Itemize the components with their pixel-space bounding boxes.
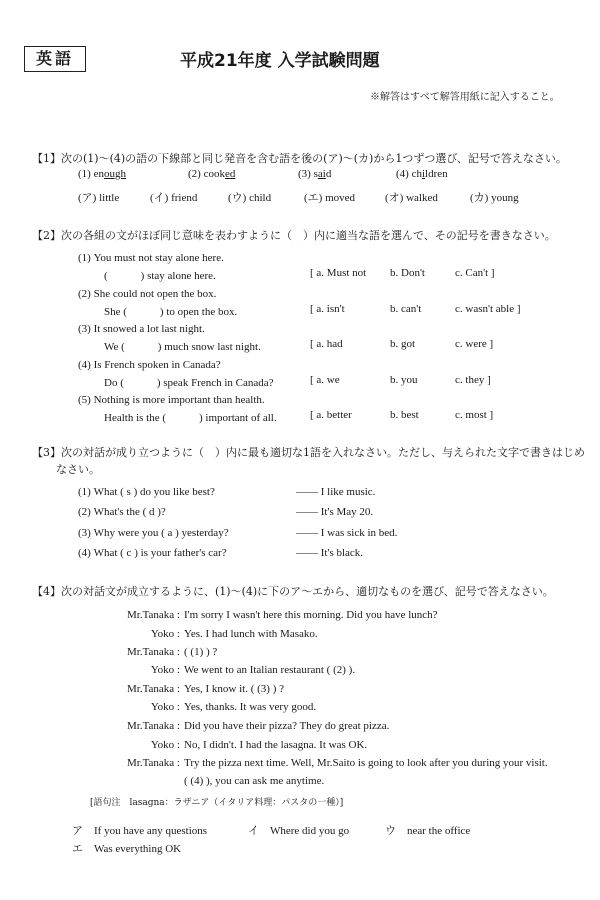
q2-item-3-choice-c: c. were ] bbox=[455, 338, 494, 350]
q2-item-4-choice-a: [ a. we bbox=[310, 374, 340, 386]
q4-line-1-text: I'm sorry I wasn't here this morning. Did you have lunch? bbox=[184, 609, 438, 621]
q3-item-3-answer: —— I was sick in bed. bbox=[296, 527, 398, 539]
page-title: 平成21年度 入学試験問題 bbox=[180, 51, 380, 71]
q2-item-2-blank-sentence: She ( ) to open the box. bbox=[104, 306, 238, 318]
q2-item-4-sentence: (4) Is French spoken in Canada? bbox=[78, 359, 221, 371]
q2-item-5-sentence: (5) Nothing is more important than health. bbox=[78, 394, 265, 406]
q4-choice-d: エ Was everything OK bbox=[72, 843, 182, 855]
q4-line-7-speaker: Mr.Tanaka : bbox=[127, 720, 180, 732]
q2-item-1-choice-a: [ a. Must not bbox=[310, 267, 367, 279]
q4-instruction: 【4】次の対話文が成立するように、(1)～(4)に下のア～エから、適切なものを選び、記号で答えなさい。 bbox=[32, 585, 554, 598]
q1-option-e: (オ) walked bbox=[385, 192, 438, 204]
q3-instruction: 【3】次の対話が成り立つように（ ）内に最も適切な1語を入れなさい。ただし、与えられた文字で書きはじめ bbox=[32, 446, 585, 459]
q2-item-3-blank-sentence: We ( ) much snow last night. bbox=[104, 341, 261, 353]
answer-note: ※解答はすべて解答用紙に記入すること。 bbox=[370, 92, 560, 103]
q3-item-2-answer: —— It's May 20. bbox=[296, 506, 374, 518]
q2-item-5-choice-a: [ a. better bbox=[310, 409, 352, 421]
q2-instruction: 【2】次の各組の文がほぼ同じ意味を表わすように（ ）内に適当な語を選んで、その記号を書きなさい。 bbox=[32, 229, 556, 242]
q1-word-1: (1) enough bbox=[78, 168, 126, 180]
q1-word-2: (2) cooked bbox=[188, 168, 236, 180]
q4-line-4-speaker: Yoko : bbox=[150, 664, 180, 676]
q2-item-5-choice-b: b. best bbox=[390, 409, 419, 421]
q4-line-9-speaker: Mr.Tanaka : bbox=[127, 757, 180, 769]
q2-item-2-sentence: (2) She could not open the box. bbox=[78, 288, 217, 300]
q2-item-5-blank-sentence: Health is the ( ) important of all. bbox=[104, 412, 277, 424]
q4-choice-b: イ Where did you go bbox=[248, 825, 350, 837]
q4-line-2-text: Yes. I had lunch with Masako. bbox=[184, 628, 318, 640]
q2-item-4-choice-b: b. you bbox=[390, 374, 418, 386]
q2-item-1-blank-sentence: ( ) stay alone here. bbox=[104, 270, 216, 282]
q1-word-3: (3) said bbox=[298, 168, 332, 180]
q4-line-9-text: Try the pizza next time. Well, Mr.Saito is going to look after you during your visit. bbox=[184, 757, 548, 769]
q4-line-1-speaker: Mr.Tanaka : bbox=[127, 609, 180, 621]
q1-option-a: (ア) little bbox=[78, 192, 120, 204]
q4-line-7-text: Did you have their pizza? They do great pizza. bbox=[184, 720, 390, 732]
q2-item-4-blank-sentence: Do ( ) speak French in Canada? bbox=[104, 377, 274, 389]
q4-choice-a: ア If you have any questions bbox=[72, 825, 208, 837]
q4-line-6-speaker: Yoko : bbox=[150, 701, 180, 713]
q2-item-1-sentence: (1) You must not stay alone here. bbox=[78, 252, 224, 264]
q2-item-2-choice-b: b. can't bbox=[390, 303, 422, 315]
q2-item-3-choice-b: b. got bbox=[390, 338, 416, 350]
q2-item-2-choice-c: c. wasn't able ] bbox=[455, 303, 521, 315]
q3-instruction-cont: なさい。 bbox=[56, 463, 100, 476]
q3-item-4-question: (4) What ( c ) is your father's car? bbox=[78, 547, 227, 559]
q1-word-4: (4) children bbox=[396, 168, 448, 180]
q1-option-d: (エ) moved bbox=[304, 192, 356, 204]
q4-line-6-text: Yes, thanks. It was very good. bbox=[184, 701, 317, 713]
q3-item-2-question: (2) What's the ( d )? bbox=[78, 506, 166, 518]
q2-item-1-choice-c: c. Can't ] bbox=[455, 267, 495, 279]
q4-line-5-text: Yes, I know it. ( (3) ) ? bbox=[184, 683, 285, 695]
q4-line-5-speaker: Mr.Tanaka : bbox=[127, 683, 180, 695]
q4-line-3-speaker: Mr.Tanaka : bbox=[127, 646, 180, 658]
q4-line-4-text: We went to an Italian restaurant ( (2) ). bbox=[184, 664, 356, 676]
q4-line-8-text: No, I didn't. I had the lasagna. It was OK. bbox=[184, 739, 368, 751]
q3-item-3-question: (3) Why were you ( a ) yesterday? bbox=[78, 527, 229, 539]
q4-choice-c: ウ near the office bbox=[385, 825, 471, 837]
q2-item-3-choice-a: [ a. had bbox=[310, 338, 343, 350]
q4-line-10-text: ( (4) ), you can ask me anytime. bbox=[184, 775, 325, 787]
q1-option-b: (イ) friend bbox=[150, 192, 198, 204]
q2-item-3-sentence: (3) It snowed a lot last night. bbox=[78, 323, 205, 335]
q4-line-8-speaker: Yoko : bbox=[150, 739, 180, 751]
q4-line-3-text: ( (1) ) ? bbox=[184, 646, 218, 658]
q2-item-2-choice-a: [ a. isn't bbox=[310, 303, 345, 315]
q3-item-4-answer: —— It's black. bbox=[296, 547, 364, 559]
q2-item-1-choice-b: b. Don't bbox=[390, 267, 425, 279]
q1-option-f: (カ) young bbox=[470, 192, 519, 204]
q4-gloss-note: [語句注 lasagna：ラザニア（イタリア料理：パスタの一種）] bbox=[90, 798, 344, 808]
q1-instruction: 【1】次の(1)～(4)の語の下線部と同じ発音を含む語を後の(ア)～(カ)から1つずつ選び、記号で答えなさい。 bbox=[32, 152, 567, 165]
q3-item-1-answer: —— I like music. bbox=[296, 486, 376, 498]
q2-item-5-choice-c: c. most ] bbox=[455, 409, 494, 421]
subject-label: 英語 bbox=[24, 46, 86, 72]
q2-item-4-choice-c: c. they ] bbox=[455, 374, 491, 386]
q1-option-c: (ウ) child bbox=[228, 192, 272, 204]
q4-line-2-speaker: Yoko : bbox=[150, 628, 180, 640]
q3-item-1-question: (1) What ( s ) do you like best? bbox=[78, 486, 215, 498]
